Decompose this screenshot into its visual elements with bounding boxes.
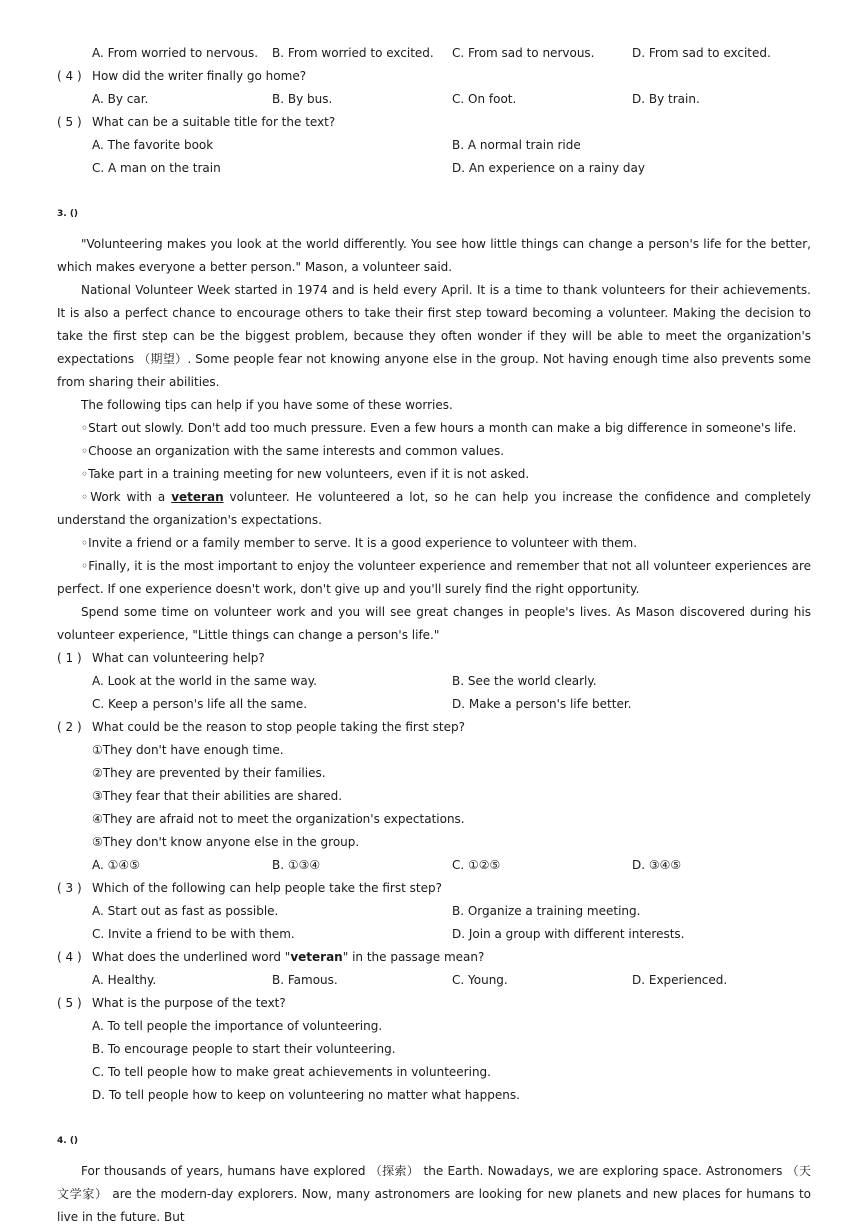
question-number: ( 5 ) xyxy=(57,115,82,129)
option-a[interactable]: A. The favorite book xyxy=(92,138,214,152)
passage-3 xyxy=(57,233,811,647)
option-b[interactable]: B. ①③④ xyxy=(272,858,321,872)
text-span: volunteer. He volunteered a lot, so he can help you increase the confidence and completely understand the organization's expectations. xyxy=(57,490,811,527)
q3-4-options xyxy=(57,969,811,992)
option-c[interactable]: C. To tell people how to make great achievements in volunteering. xyxy=(92,1065,491,1079)
bold-word: veteran xyxy=(290,950,343,964)
statement-item: ⑤They don't know anyone else in the group. xyxy=(92,835,360,849)
q2-4-options xyxy=(57,88,811,111)
tip-item: ◦Finally, it is the most important to enjoy the volunteer experience and remember that not all volunteer experiences are perfect. If one experience doesn't work, don't give up and you'll surely find the right opportunity. xyxy=(57,559,811,596)
question-text: What is the purpose of the text? xyxy=(92,996,286,1010)
option-b[interactable]: B. See the world clearly. xyxy=(452,674,597,688)
option-c[interactable]: C. Young. xyxy=(452,973,508,987)
option-d[interactable]: D. To tell people how to keep on volunteering no matter what happens. xyxy=(92,1088,520,1102)
question-stem xyxy=(57,65,811,88)
statement-item: ①They don't have enough time. xyxy=(92,743,284,757)
option-b[interactable]: B. To encourage people to start their volunteering. xyxy=(92,1042,396,1056)
q3-3-options-row2 xyxy=(57,923,811,946)
option-d[interactable]: D. From sad to excited. xyxy=(632,46,771,60)
passage-4 xyxy=(57,1160,811,1229)
question-text: What can volunteering help? xyxy=(92,651,265,665)
tip-item xyxy=(57,486,811,532)
question-stem xyxy=(57,647,811,670)
option-a[interactable]: A. By car. xyxy=(92,92,149,106)
paragraph: Spend some time on volunteer work and you will see great changes in people's lives. As Mason discovered during his volunteer experience, "Little things can change a person's life." xyxy=(57,605,811,642)
option-d[interactable]: D. Experienced. xyxy=(632,973,728,987)
q3-1-options-row1 xyxy=(57,670,811,693)
q3-3-options-row1 xyxy=(57,900,811,923)
section-3-label: 3. () xyxy=(57,209,79,219)
q2-3-options xyxy=(57,42,811,65)
option-c[interactable]: C. Keep a person's life all the same. xyxy=(92,697,308,711)
tip-item: ◦Invite a friend or a family member to serve. It is a good experience to volunteer with them. xyxy=(81,536,638,550)
worksheet-page xyxy=(57,42,811,1229)
option-a[interactable]: A. To tell people the importance of volunteering. xyxy=(92,1019,383,1033)
option-b[interactable]: B. A normal train ride xyxy=(452,138,581,152)
question-number: ( 4 ) xyxy=(57,950,82,964)
option-b[interactable]: B. From worried to excited. xyxy=(272,46,434,60)
section-4-label: 4. () xyxy=(57,1136,79,1146)
paragraph: National Volunteer Week started in 1974 and is held every April. It is a time to thank volunteers for their achievements. It is also a perfect chance to encourage others to take their first step toward becoming a volunteer. Making the decision to take the first step can be the biggest problem, because they often wonder if they will be able to meet the organization's expectations （期望）. Some people fear not knowing anyone else in the group. Not having enough time also prevents some from sharing their abilities. xyxy=(57,283,811,389)
text-span: ◦Work with a xyxy=(81,490,172,504)
option-d[interactable]: D. An experience on a rainy day xyxy=(452,161,645,175)
option-a[interactable]: A. Healthy. xyxy=(92,973,157,987)
option-a[interactable]: A. From worried to nervous. xyxy=(92,46,259,60)
option-c[interactable]: C. From sad to nervous. xyxy=(452,46,595,60)
tip-item: ◦Take part in a training meeting for new volunteers, even if it is not asked. xyxy=(81,467,530,481)
option-d[interactable]: D. Make a person's life better. xyxy=(452,697,632,711)
question-text: What can be a suitable title for the text? xyxy=(92,115,336,129)
question-number: ( 3 ) xyxy=(57,881,82,895)
statement-item: ③They fear that their abilities are shared. xyxy=(92,789,343,803)
option-c[interactable]: C. Invite a friend to be with them. xyxy=(92,927,295,941)
option-a[interactable]: A. Look at the world in the same way. xyxy=(92,674,317,688)
statement-item: ②They are prevented by their families. xyxy=(92,766,326,780)
q2-5-options-row1 xyxy=(57,134,811,157)
option-d[interactable]: D. Join a group with different interests. xyxy=(452,927,685,941)
underlined-word: veteran xyxy=(171,490,224,504)
option-a[interactable]: A. ①④⑤ xyxy=(92,858,140,872)
question-stem xyxy=(57,992,811,1015)
question-stem xyxy=(57,716,811,739)
q3-2-options xyxy=(57,854,811,877)
question-number: ( 4 ) xyxy=(57,69,82,83)
q2-5-options-row2 xyxy=(57,157,811,180)
paragraph: "Volunteering makes you look at the world differently. You see how little things can change a person's life for the better, which makes everyone a better person." Mason, a volunteer said. xyxy=(57,237,811,274)
question-stem xyxy=(57,111,811,134)
option-c[interactable]: C. ①②⑤ xyxy=(452,858,501,872)
question-text: Which of the following can help people take the first step? xyxy=(92,881,442,895)
tip-item: ◦Choose an organization with the same interests and common values. xyxy=(81,444,505,458)
question-number: ( 1 ) xyxy=(57,651,82,665)
text-span: " in the passage mean? xyxy=(342,950,485,964)
paragraph: The following tips can help if you have some of these worries. xyxy=(81,398,453,412)
text-span: What does the underlined word " xyxy=(92,950,291,964)
option-b[interactable]: B. Famous. xyxy=(272,973,338,987)
tip-item: ◦Start out slowly. Don't add too much pressure. Even a few hours a month can make a big difference in someone's life. xyxy=(81,421,797,435)
question-text: How did the writer finally go home? xyxy=(92,69,307,83)
option-a[interactable]: A. Start out as fast as possible. xyxy=(92,904,279,918)
option-d[interactable]: D. ③④⑤ xyxy=(632,858,682,872)
option-c[interactable]: C. A man on the train xyxy=(92,161,221,175)
option-d[interactable]: D. By train. xyxy=(632,92,700,106)
statement-item: ④They are afraid not to meet the organization's expectations. xyxy=(92,812,465,826)
question-number: ( 2 ) xyxy=(57,720,82,734)
paragraph: For thousands of years, humans have explored （探索） the Earth. Nowadays, we are exploring space. Astronomers （天文学家） are the modern-day explorers. Now, many astronomers are looking for new planets and new places for humans to live in the future. But xyxy=(57,1164,811,1224)
q3-1-options-row2 xyxy=(57,693,811,716)
question-text: What could be the reason to stop people taking the first step? xyxy=(92,720,465,734)
question-number: ( 5 ) xyxy=(57,996,82,1010)
question-stem xyxy=(57,877,811,900)
option-c[interactable]: C. On foot. xyxy=(452,92,517,106)
question-stem xyxy=(57,946,811,969)
option-b[interactable]: B. Organize a training meeting. xyxy=(452,904,641,918)
option-b[interactable]: B. By bus. xyxy=(272,92,333,106)
